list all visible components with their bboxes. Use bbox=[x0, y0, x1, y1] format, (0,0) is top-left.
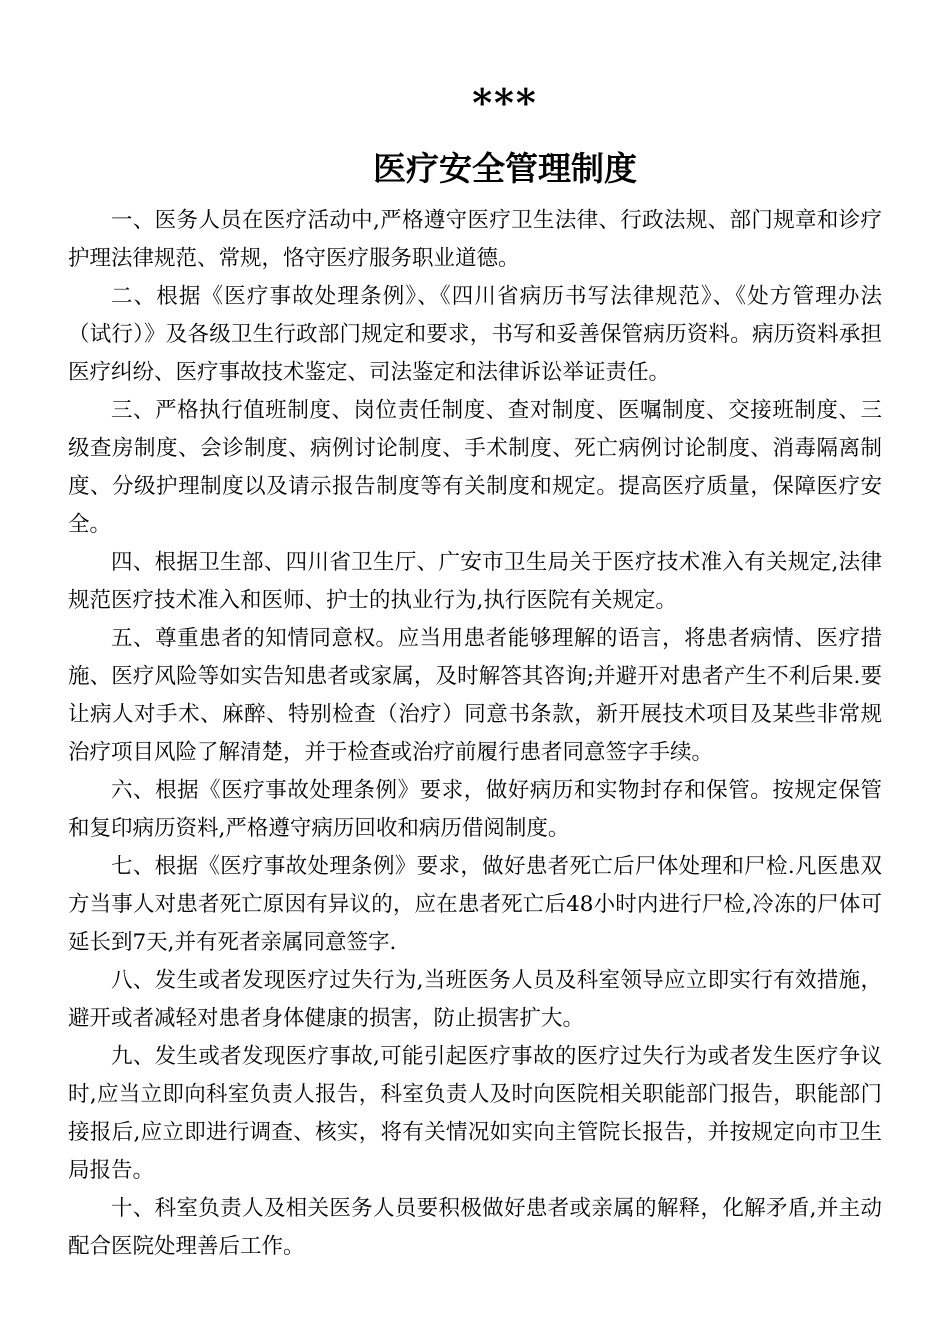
clause-9: 九、发生或者发现医疗事故,可能引起医疗事故的医疗过失行为或者发生医疗争议时,应当立即向科室负责人报告，科室负责人及时向医院相关职能部门报告，职能部门接报后,应立即进行调查、核实，将有关情况如实向主管院长报告，并按规定向市卫生局报告。 bbox=[68, 1044, 882, 1183]
clause-6: 六、根据《医疗事故处理条例》要求，做好病历和实物封存和保管。按规定保管和复印病历资料,严格遵守病历回收和病历借阅制度。 bbox=[68, 778, 882, 841]
clause-10: 十、科室负责人及相关医务人员要积极做好患者或亲属的解释，化解矛盾,并主动配合医院处理善后工作。 bbox=[68, 1196, 882, 1259]
clause-2: 二、根据《医疗事故处理条例》、《四川省病历书写法律规范》、《处方管理办法（试行）》及各级卫生行政部门规定和要求，书写和妥善保管病历资料。病历资料承担医疗纠纷、医疗事故技术鉴定、司法鉴定和法律诉讼举证责任。 bbox=[68, 284, 882, 385]
header-mark: *** bbox=[472, 80, 538, 125]
clause-7: 七、根据《医疗事故处理条例》要求，做好患者死亡后尸体处理和尸检.凡医患双方当事人对患者死亡原因有异议的，应在患者死亡后48小时内进行尸检,冷冻的尸体可延长到7天,并有死者亲属同意签字. bbox=[68, 854, 882, 955]
clause-8: 八、发生或者发现医疗过失行为,当班医务人员及科室领导应立即实行有效措施，避开或者减轻对患者身体健康的损害，防止损害扩大。 bbox=[68, 968, 882, 1031]
clause-1: 一、医务人员在医疗活动中,严格遵守医疗卫生法律、行政法规、部门规章和诊疗护理法律规范、常规，恪守医疗服务职业道德。 bbox=[68, 208, 882, 271]
document-title: 医疗安全管理制度 bbox=[373, 149, 637, 188]
clause-5: 五、尊重患者的知情同意权。应当用患者能够理解的语言，将患者病情、医疗措施、医疗风险等如实告知患者或家属，及时解答其咨询;并避开对患者产生不利后果.要让病人对手术、麻醉、特别检查（治疗）同意书条款，新开展技术项目及某些非常规治疗项目风险了解清楚，并于检查或治疗前履行患者同意签字手续。 bbox=[68, 626, 882, 765]
clause-3: 三、严格执行值班制度、岗位责任制度、查对制度、医嘱制度、交接班制度、三级查房制度、会诊制度、病例讨论制度、手术制度、死亡病例讨论制度、消毒隔离制度、分级护理制度以及请示报告制度等有关制度和规定。提高医疗质量，保障医疗安全。 bbox=[68, 398, 882, 537]
document-page bbox=[68, 78, 882, 1266]
clause-4: 四、根据卫生部、四川省卫生厅、广安市卫生局关于医疗技术准入有关规定,法律规范医疗技术准入和医师、护士的执业行为,执行医院有关规定。 bbox=[68, 550, 882, 613]
